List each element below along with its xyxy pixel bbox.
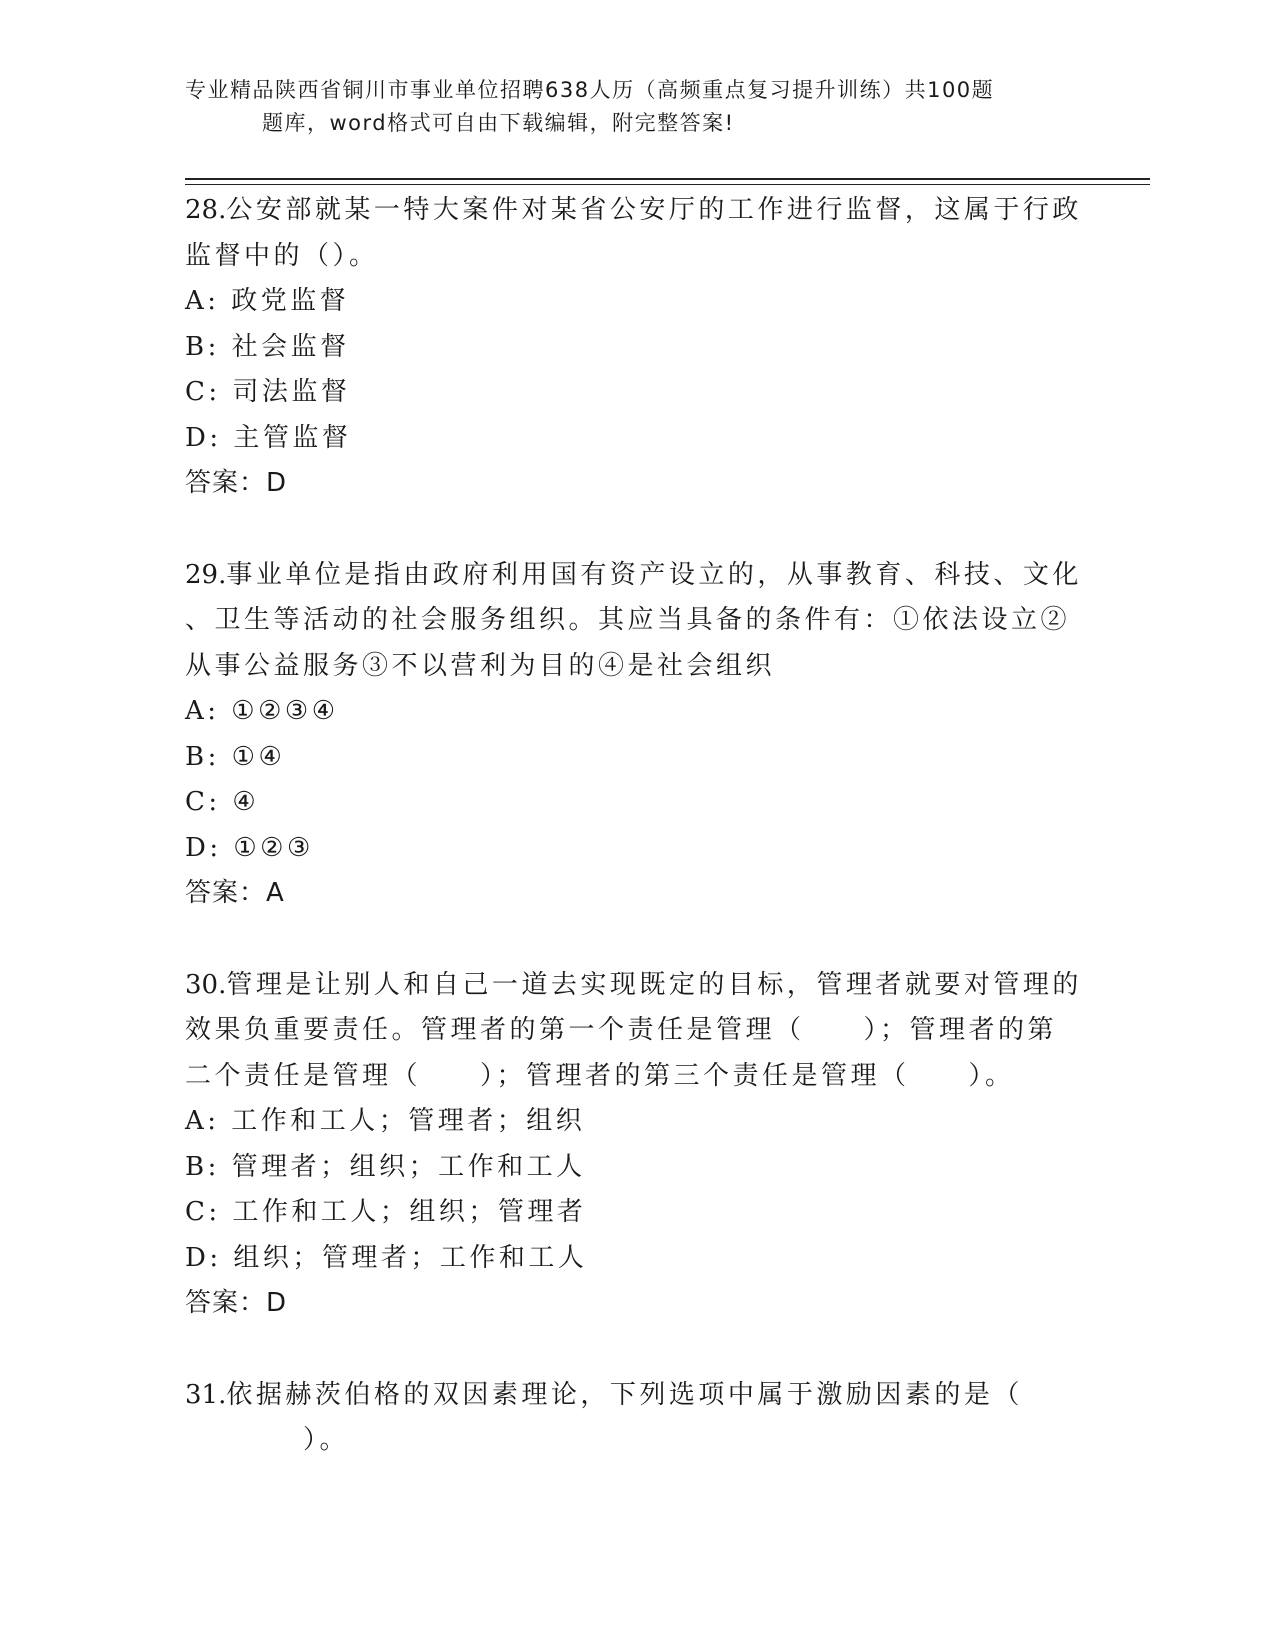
question-stem-line: 管理是让别人和自己一道去实现既定的目标，管理者就要对管理的: [226, 969, 1082, 1000]
option-c: C: 工作和工人；组织；管理者: [185, 1197, 587, 1227]
question-number: 28.: [185, 195, 227, 225]
option-c: C: ④: [185, 787, 260, 817]
question-stem-line: 事业单位是指由政府利用国有资产设立的，从事教育、科技、文化: [226, 559, 1082, 590]
question-gap: [185, 917, 1085, 963]
question-31: [185, 1373, 1085, 1464]
question-stem-line: 二个责任是管理（ ）；管理者的第三个责任是管理（ ）。: [185, 1060, 1015, 1091]
question-number: 31.: [185, 1379, 227, 1410]
question-stem-line: 公安部就某一特大案件对某省公安厅的工作进行监督，这属于行政: [226, 195, 1082, 225]
question-gap: [185, 507, 1085, 553]
question-number: 29.: [185, 559, 227, 590]
question-stem-line: 从事公益服务③不以营利为目的④是社会组织: [185, 650, 776, 681]
question-number: 30.: [185, 969, 227, 1000]
answer-line: 答案：A: [185, 878, 285, 908]
question-stem: [185, 553, 1085, 599]
answer-line: 答案：D: [185, 1288, 288, 1318]
question-stem: [185, 963, 1085, 1009]
answer-line: 答案：D: [185, 468, 288, 498]
question-stem-line: 、卫生等活动的社会服务组织。其应当具备的条件有：①依法设立②: [185, 605, 1071, 635]
question-stem: [185, 188, 1085, 234]
question-stem-line: ）。: [185, 1425, 350, 1455]
question-29: [185, 553, 1085, 917]
option-d: D: 主管监督: [185, 422, 352, 453]
header-rule-thick: [185, 178, 1150, 180]
option-b: B: ①④: [185, 741, 286, 772]
question-stem-line: 效果负重要责任。管理者的第一个责任是管理（ ）；管理者的第: [185, 1015, 1058, 1045]
option-a: A: 政党监督: [185, 286, 350, 316]
question-30: [185, 963, 1085, 1327]
question-gap: [185, 1327, 1085, 1373]
header-title-line2: 题库，word格式可自由下载编辑，附完整答案!: [262, 111, 735, 135]
header-title-line1: 专业精品陕西省铜川市事业单位招聘638人历（高频重点复习提升训练）共100题: [185, 78, 995, 102]
document-header: [185, 74, 1085, 140]
option-b: B: 管理者；组织；工作和工人: [185, 1151, 586, 1182]
option-a: A: ①②③④: [185, 696, 339, 726]
option-d: D: 组织；管理者；工作和工人: [185, 1242, 588, 1273]
option-c: C: 司法监督: [185, 377, 351, 407]
question-28: [185, 188, 1085, 507]
question-stem-line: 监督中的（）。: [185, 240, 379, 271]
header-rule-thin: [185, 184, 1150, 185]
question-list: [185, 188, 1085, 1464]
option-b: B: 社会监督: [185, 331, 350, 362]
question-stem-line: 依据赫茨伯格的双因素理论，下列选项中属于激励因素的是（: [226, 1379, 1023, 1410]
question-stem: [185, 1373, 1085, 1419]
option-d: D: ①②③: [185, 832, 314, 863]
option-a: A: 工作和工人；管理者；组织: [185, 1106, 586, 1136]
